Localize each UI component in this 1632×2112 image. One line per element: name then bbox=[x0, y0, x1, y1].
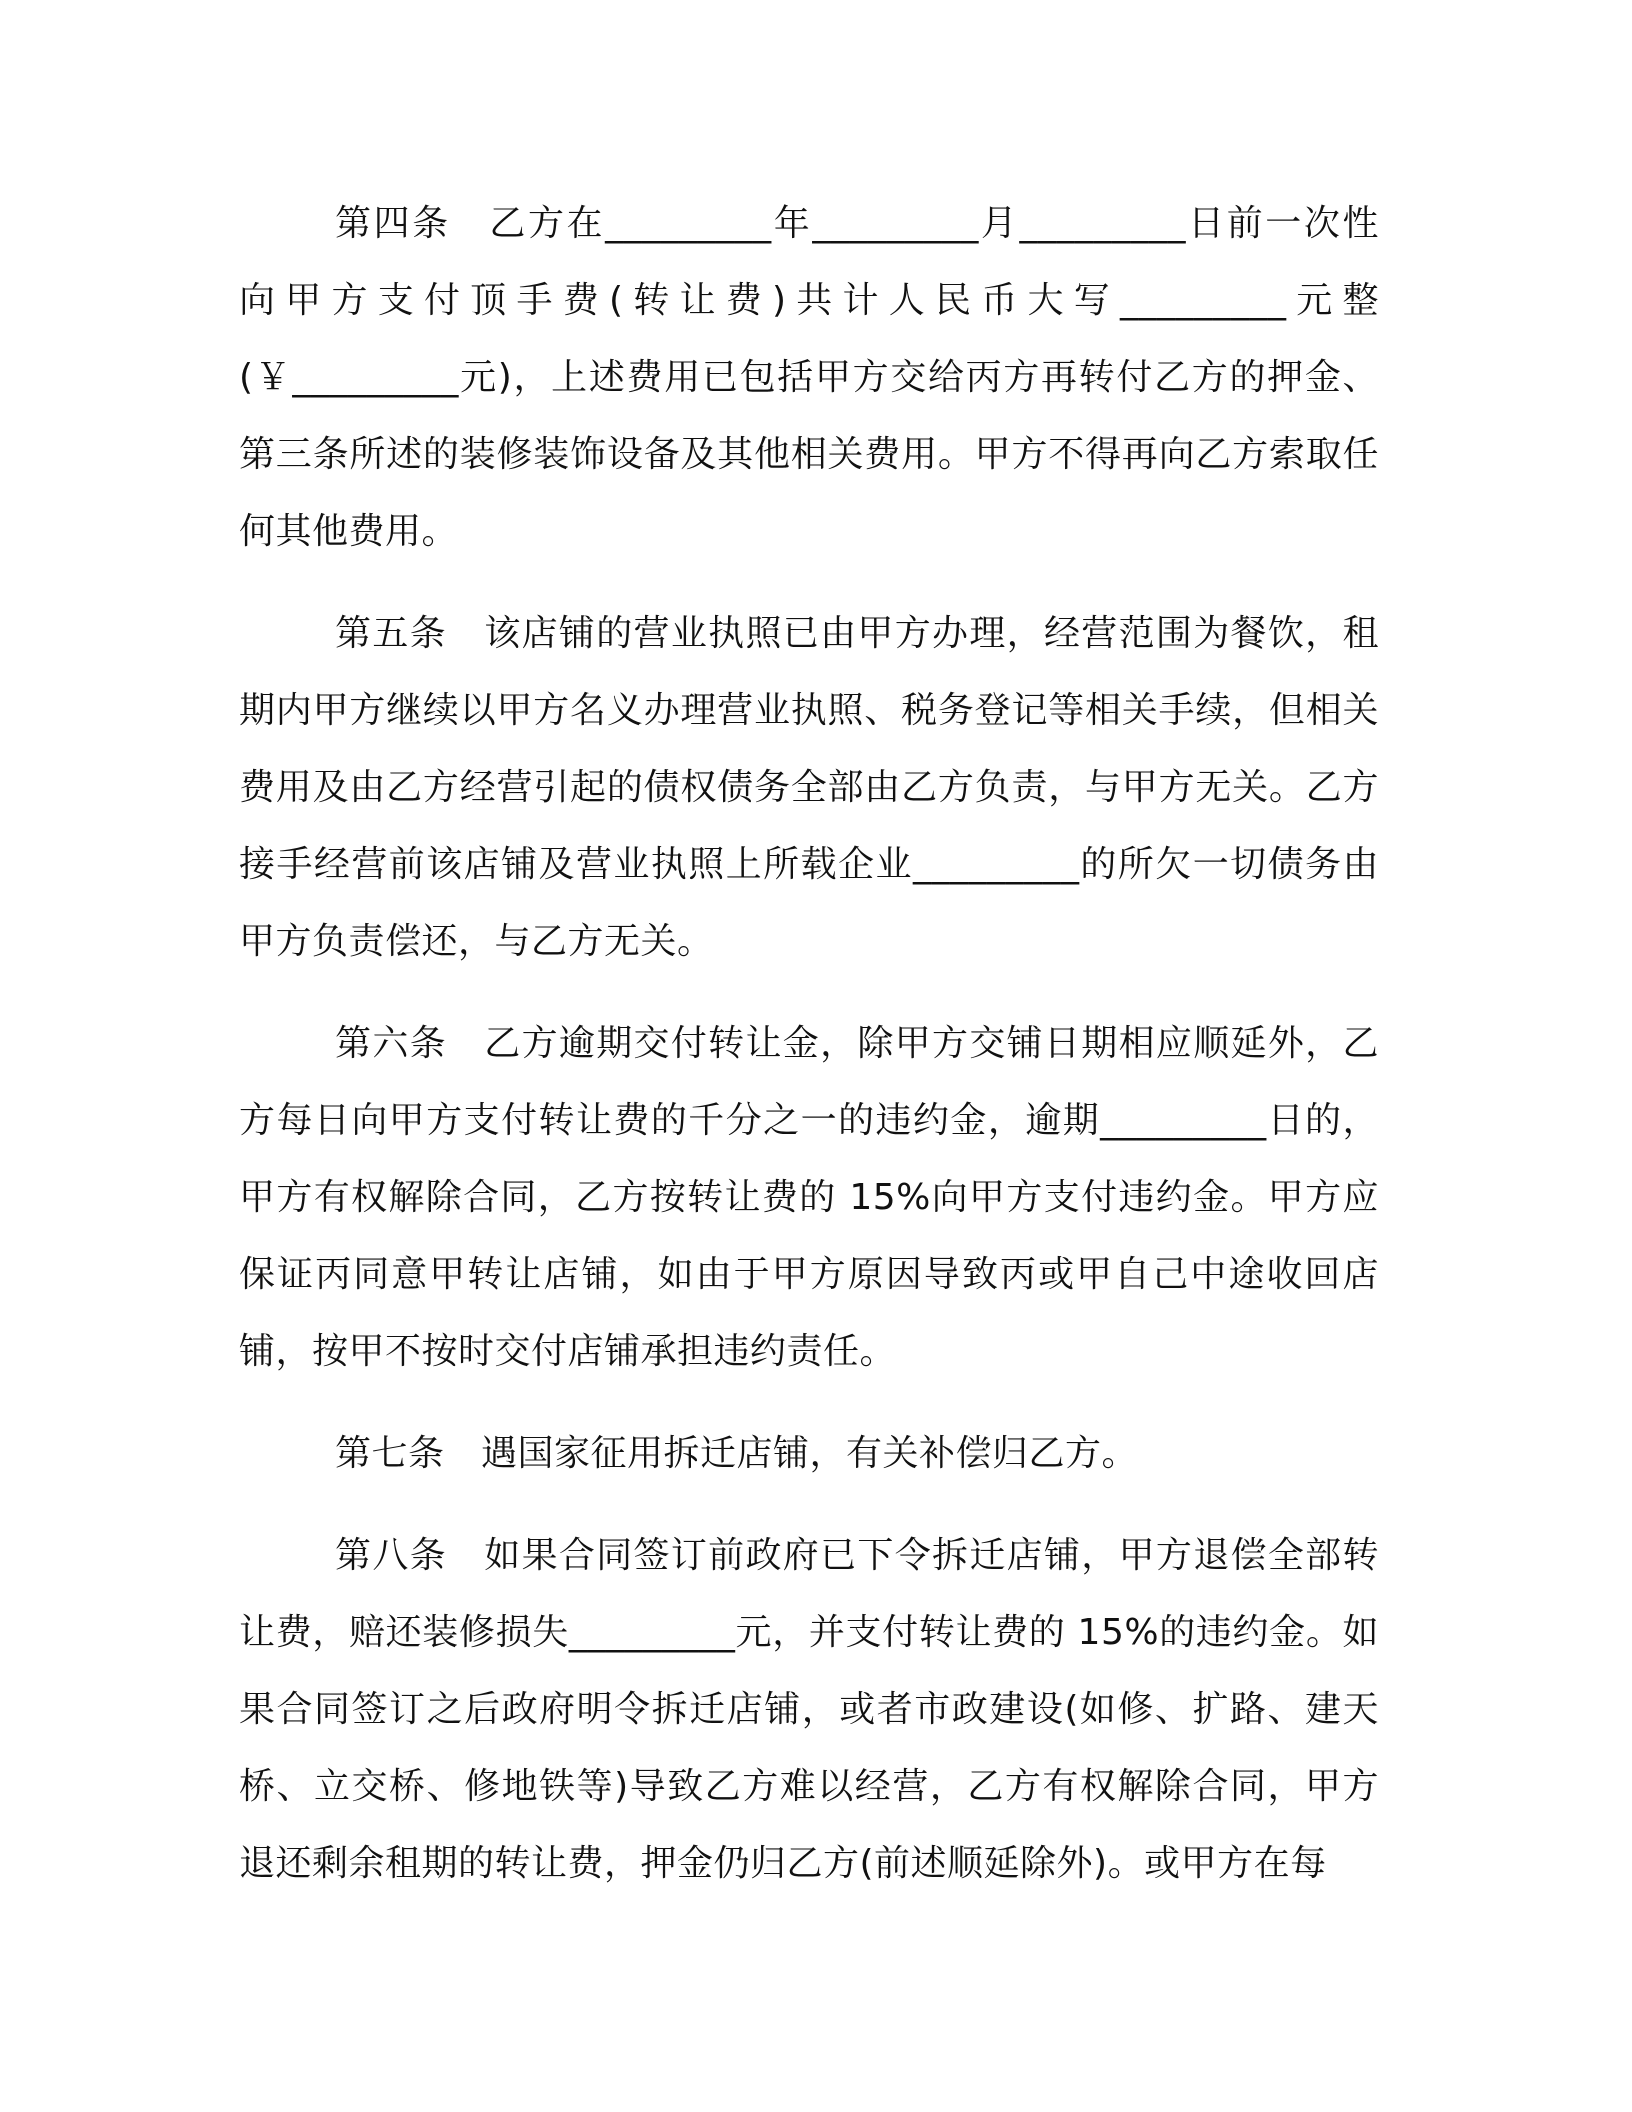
article-5-paragraph: 第五条 该店铺的营业执照已由甲方办理，经营范围为餐饮，租期内甲方继续以甲方名义办理营业执照、税务登记等相关手续，但相关费用及由乙方经营引起的债权债务全部由乙方负责，与甲方无关。乙方接手经营前该店铺及营业执照上所载企业_________的所欠一切债务由甲方负责偿还，与乙方无关。 bbox=[239, 613, 1379, 962]
article-6-paragraph: 第六条 乙方逾期交付转让金，除甲方交铺日期相应顺延外，乙方每日向甲方支付转让费的千分之一的违约金，逾期_________日的，甲方有权解除合同，乙方按转让费的 15%向甲方支付违约金。甲方应保证丙同意甲转让店铺，如由于甲方原因导致丙或甲自己中途收回店铺，按甲不按时交付店铺承担违约责任。 bbox=[239, 1023, 1379, 1372]
document-body bbox=[239, 185, 1379, 1927]
article-7-paragraph: 第七条 遇国家征用拆迁店铺，有关补偿归乙方。 bbox=[335, 1433, 1139, 1474]
article-8-paragraph: 第八条 如果合同签订前政府已下令拆迁店铺，甲方退偿全部转让费，赔还装修损失_________元，并支付转让费的 15%的违约金。如果合同签订之后政府明令拆迁店铺，或者市政建设(如修、扩路、建天桥、立交桥、修地铁等)导致乙方难以经营，乙方有权解除合同，甲方退还剩余租期的转让费，押金仍归乙方(前述顺延除外)。或甲方在每 bbox=[239, 1535, 1379, 1884]
article-4-paragraph: 第四条 乙方在_________年_________月_________日前一次性向甲方支付顶手费(转让费)共计人民币大写_________元整(￥_________元)，上述费用已包括甲方交给丙方再转付乙方的押金、第三条所述的装修装饰设备及其他相关费用。甲方不得再向乙方索取任何其他费用。 bbox=[239, 203, 1379, 552]
